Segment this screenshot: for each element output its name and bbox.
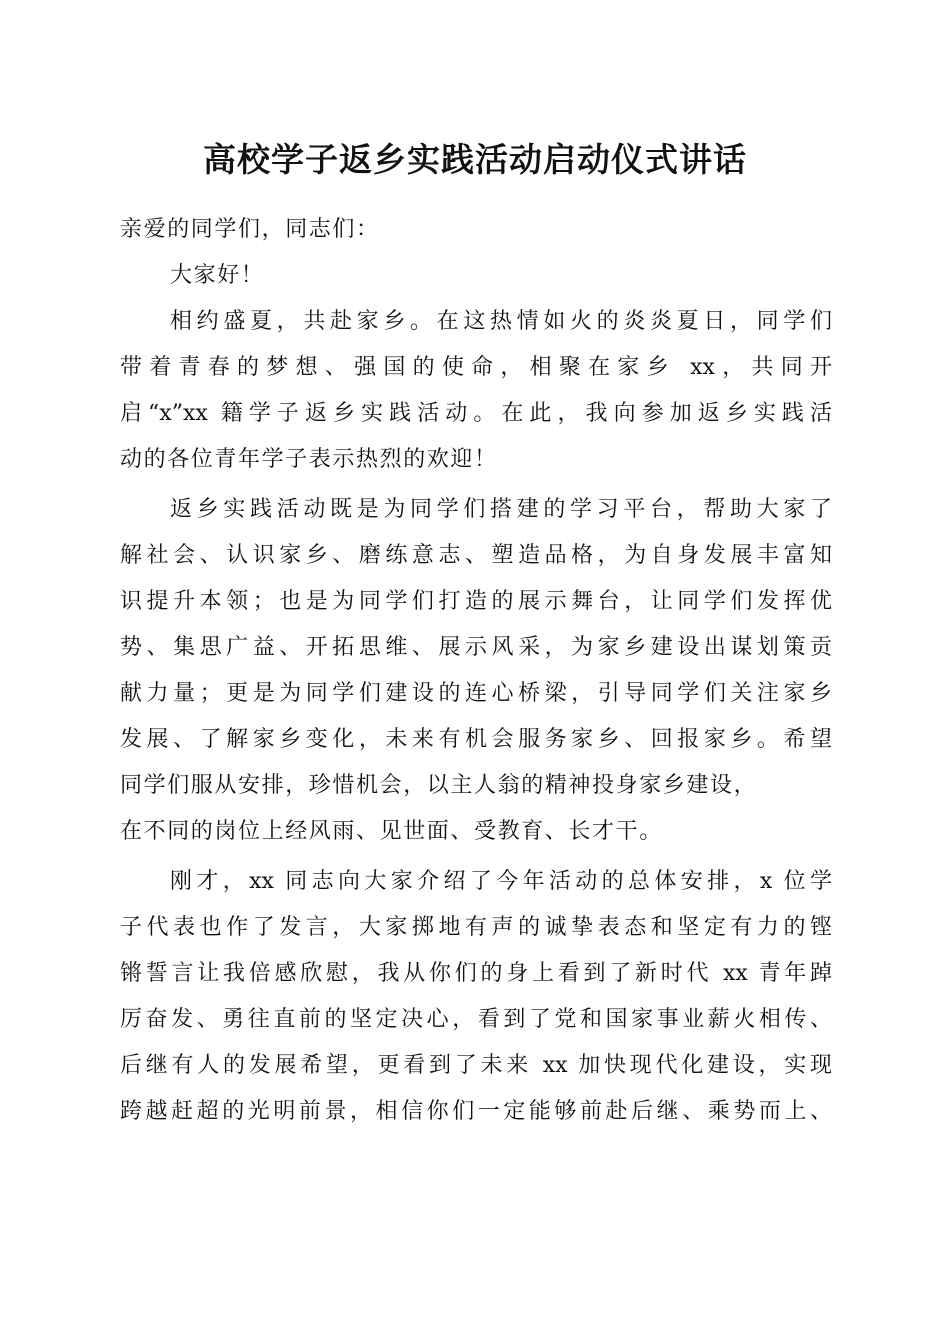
- paragraph-line: 刚才，xx 同志向大家介绍了今年活动的总体安排，x 位学: [170, 869, 832, 894]
- document-title: 高校学子返乡实践活动启动仪式讲话: [203, 140, 747, 179]
- paragraph-2: [120, 487, 832, 855]
- paragraph-line: 动的各位青年学子表示热烈的欢迎！: [120, 447, 498, 472]
- salutation: 亲爱的同学们，同志们：: [120, 217, 380, 242]
- greeting: 大家好！: [170, 263, 265, 288]
- paragraph-line: 识提升本领；也是为同学们打造的展示舞台，让同学们发挥优: [120, 589, 832, 614]
- paragraph-line: 势、集思广益、开拓思维、展示风采，为家乡建设出谋划策贡: [120, 635, 832, 660]
- paragraph-line: 带着青春的梦想、强国的使命，相聚在家乡 xx，共同开: [120, 355, 832, 380]
- paragraph-line: 同学们服从安排，珍惜机会，以主人翁的精神投身家乡建设，: [120, 773, 758, 798]
- paragraph-line: 在不同的岗位上经风雨、见世面、受教育、长才干。: [120, 819, 663, 844]
- paragraph-line: 解社会、认识家乡、磨练意志、塑造品格，为自身发展丰富知: [120, 543, 832, 568]
- paragraph-line: 子代表也作了发言，大家掷地有声的诚挚表态和坚定有力的铿: [120, 915, 832, 940]
- paragraph-line: 跨越赶超的光明前景，相信你们一定能够前赴后继、乘势而上、: [120, 1099, 832, 1124]
- paragraph-line: 后继有人的发展希望，更看到了未来 xx 加快现代化建设，实现: [120, 1053, 832, 1078]
- paragraph-line: 锵誓言让我倍感欣慰，我从你们的身上看到了新时代 xx 青年踔: [120, 961, 832, 986]
- paragraph-line: 献力量；更是为同学们建设的连心桥梁，引导同学们关注家乡: [120, 681, 832, 706]
- paragraph-line: 厉奋发、勇往直前的坚定决心，看到了党和国家事业薪火相传、: [120, 1007, 832, 1032]
- paragraph-3: [120, 859, 832, 1135]
- paragraph-line: 返乡实践活动既是为同学们搭建的学习平台，帮助大家了: [170, 497, 832, 522]
- paragraph-1: [120, 299, 832, 483]
- paragraph-line: 发展、了解家乡变化，未来有机会服务家乡、回报家乡。希望: [120, 727, 832, 752]
- paragraph-line: 启“x”xx 籍学子返乡实践活动。在此，我向参加返乡实践活: [120, 401, 832, 426]
- document-body: [120, 207, 832, 1135]
- paragraph-line: 相约盛夏，共赴家乡。在这热情如火的炎炎夏日，同学们: [170, 309, 832, 334]
